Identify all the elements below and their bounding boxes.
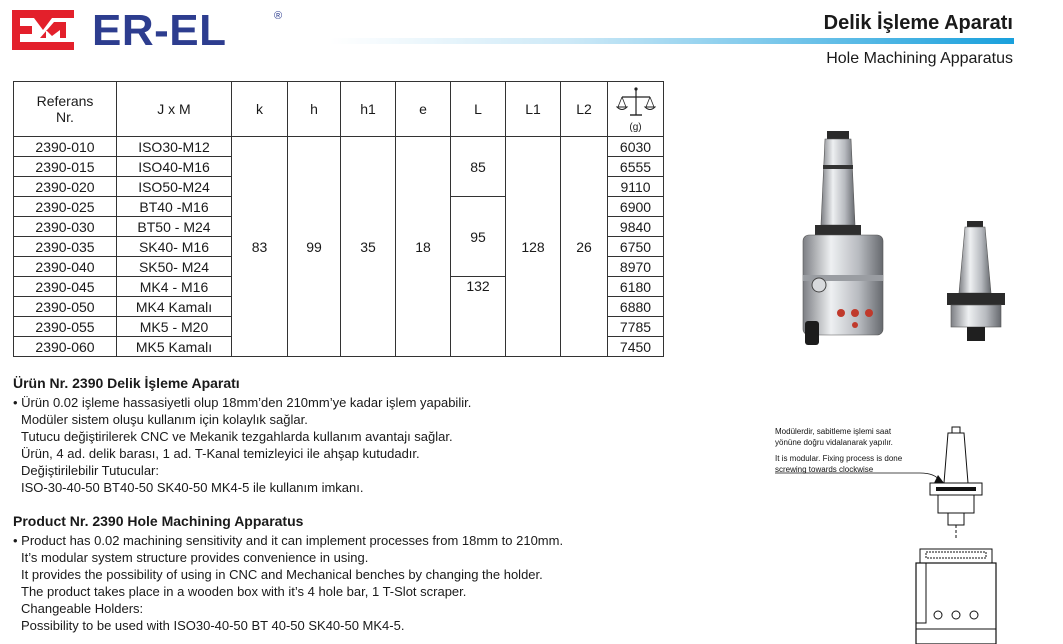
product-photo bbox=[795, 125, 1035, 365]
cell-ref: 2390-010 bbox=[14, 137, 117, 157]
col-jm: J x M bbox=[117, 82, 232, 137]
cell-ref: 2390-030 bbox=[14, 217, 117, 237]
col-L1: L1 bbox=[506, 82, 561, 137]
cell-jm: SK40- M16 bbox=[117, 237, 232, 257]
brand-logo bbox=[12, 8, 282, 54]
cell-weight: 6750 bbox=[608, 237, 664, 257]
col-k: k bbox=[232, 82, 288, 137]
col-L: L bbox=[451, 82, 506, 137]
description-en-line: Changeable Holders: bbox=[21, 601, 144, 616]
er-el-logo-mark-icon bbox=[12, 10, 74, 50]
col-ref-line2: Nr. bbox=[56, 109, 74, 125]
cell-jm: BT50 - M24 bbox=[117, 217, 232, 237]
col-L2: L2 bbox=[561, 82, 608, 137]
cell-k: 83 bbox=[232, 137, 288, 357]
cell-weight: 6880 bbox=[608, 297, 664, 317]
col-ref-line1: Referans bbox=[36, 93, 94, 109]
cell-e: 18 bbox=[396, 137, 451, 357]
cell-L-95: 95 bbox=[451, 197, 506, 277]
cell-ref: 2390-020 bbox=[14, 177, 117, 197]
description-tr-line: ISO-30-40-50 BT40-50 SK40-50 MK4-5 ile kullanım imkanı. bbox=[21, 480, 364, 495]
cell-weight: 6030 bbox=[608, 137, 664, 157]
cell-ref: 2390-015 bbox=[14, 157, 117, 177]
description-en-line: It’s modular system structure provides convenience in using. bbox=[21, 550, 369, 565]
description-en-line: Possibility to be used with ISO30-40-50 BT 40-50 SK40-50 MK4-5. bbox=[21, 618, 405, 633]
description-en-title: Product Nr. 2390 Hole Machining Apparatus bbox=[13, 513, 304, 529]
cell-weight: 7785 bbox=[608, 317, 664, 337]
description-tr-line: Tutucu değiştirilerek CNC ve Mekanik tezgahlarda kullanım avantajı sağlar. bbox=[21, 429, 453, 444]
cell-jm: MK5 - M20 bbox=[117, 317, 232, 337]
cell-weight: 7450 bbox=[608, 337, 664, 357]
assembly-diagram bbox=[770, 425, 1040, 644]
col-h1: h1 bbox=[341, 82, 396, 137]
table-header-row bbox=[14, 82, 664, 137]
description-tr-title: Ürün Nr. 2390 Delik İşleme Aparatı bbox=[13, 375, 240, 391]
cell-ref: 2390-035 bbox=[14, 237, 117, 257]
cell-ref: 2390-025 bbox=[14, 197, 117, 217]
table-row bbox=[14, 137, 664, 157]
spec-table bbox=[13, 81, 664, 357]
cell-jm: MK5 Kamalı bbox=[117, 337, 232, 357]
brand-name: ER-EL bbox=[92, 6, 227, 55]
cell-ref: 2390-060 bbox=[14, 337, 117, 357]
description-en-line: It provides the possibility of using in CNC and Mechanical benches by changing the holder. bbox=[21, 567, 543, 582]
cell-ref: 2390-050 bbox=[14, 297, 117, 317]
description-en-line: The product takes place in a wooden box with it’s 4 hole bar, 1 T-Slot scraper. bbox=[21, 584, 467, 599]
cell-jm: ISO50-M24 bbox=[117, 177, 232, 197]
cell-weight: 6180 bbox=[608, 277, 664, 297]
description-tr bbox=[13, 375, 471, 496]
cell-weight: 9110 bbox=[608, 177, 664, 197]
page-title-en: Hole Machining Apparatus bbox=[826, 50, 1013, 67]
description-tr-line: Ürün, 4 ad. delik barası, 1 ad. T-Kanal temizleyici ile ahşap kutudadır. bbox=[21, 446, 420, 461]
col-weight bbox=[608, 82, 664, 137]
weight-unit: (g) bbox=[629, 122, 642, 133]
cell-jm: ISO30-M12 bbox=[117, 137, 232, 157]
cell-jm: SK50- M24 bbox=[117, 257, 232, 277]
cell-weight: 9840 bbox=[608, 217, 664, 237]
description-tr-line: Modüler sistem oluşu kullanım için kolaylık sağlar. bbox=[21, 412, 308, 427]
description-tr-line: Değiştirilebilir Tutucular: bbox=[21, 463, 159, 478]
note-tr-line2: yönüne doğru vidalanarak yapılır. bbox=[775, 438, 893, 447]
cell-jm: MK4 Kamalı bbox=[117, 297, 232, 317]
cell-jm: BT40 -M16 bbox=[117, 197, 232, 217]
cell-ref: 2390-040 bbox=[14, 257, 117, 277]
description-tr-line: • Ürün 0.02 işleme hassasiyetli olup 18mm’den 210mm’ye kadar işlem yapabilir. bbox=[13, 395, 472, 410]
cell-L-132: 132 bbox=[451, 277, 506, 357]
cell-L-85: 85 bbox=[451, 137, 506, 197]
note-tr-line1: Modülerdir, sabitleme işlemi saat bbox=[775, 427, 892, 436]
cell-jm: MK4 - M16 bbox=[117, 277, 232, 297]
cell-h: 99 bbox=[288, 137, 341, 357]
col-h: h bbox=[288, 82, 341, 137]
cell-ref: 2390-055 bbox=[14, 317, 117, 337]
description-en bbox=[13, 513, 563, 634]
note-en-line1: It is modular. Fixing process is done bbox=[775, 454, 903, 463]
cell-L2: 26 bbox=[561, 137, 608, 357]
registered-mark: ® bbox=[274, 10, 283, 22]
cell-L1: 128 bbox=[506, 137, 561, 357]
col-e: e bbox=[396, 82, 451, 137]
header-rule bbox=[330, 38, 1014, 44]
cell-weight: 6555 bbox=[608, 157, 664, 177]
col-ref bbox=[14, 82, 117, 137]
cell-weight: 6900 bbox=[608, 197, 664, 217]
cell-weight: 8970 bbox=[608, 257, 664, 277]
cell-h1: 35 bbox=[341, 137, 396, 357]
scale-icon bbox=[616, 85, 656, 125]
cell-ref: 2390-045 bbox=[14, 277, 117, 297]
note-en-line2: screwing towards clockwise bbox=[775, 465, 874, 474]
cell-jm: ISO40-M16 bbox=[117, 157, 232, 177]
page-title-tr: Delik İşleme Aparatı bbox=[823, 12, 1013, 34]
description-en-line: • Product has 0.02 machining sensitivity and it can implement processes from 18mm to 210mm. bbox=[13, 533, 564, 548]
